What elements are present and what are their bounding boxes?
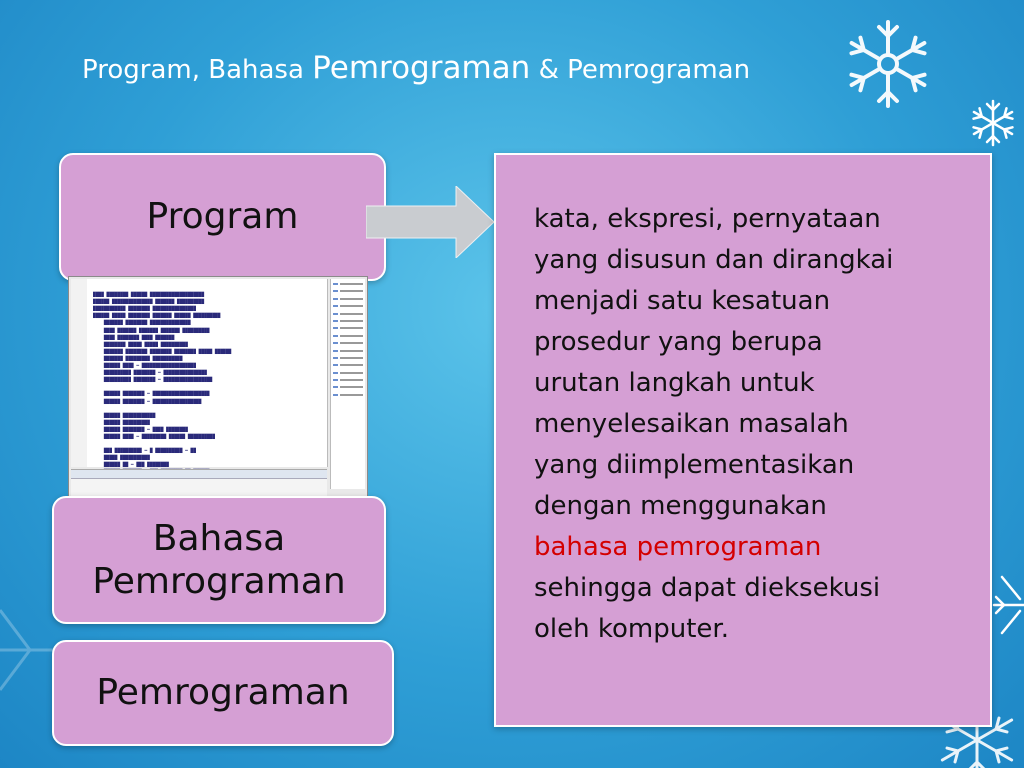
slide-title — [82, 50, 750, 86]
definition-text-before: kata, ekspresi, pernyataan yang disusun dan dirangkai menjadi satu kesatuan prosedur yang berupa urutan langkah untuk menyelesaikan masalah yang diimplementasikan dengan menggunakan — [534, 204, 894, 521]
title-part-1: Program, Bahasa — [82, 55, 313, 85]
pemrograman-label: Pemrograman — [96, 672, 350, 714]
right-arrow-icon — [366, 186, 496, 258]
definition-text-after: sehingga dapat dieksekusi oleh komputer. — [534, 573, 881, 644]
title-part-3: & Pemrograman — [530, 55, 751, 85]
outline-pane — [330, 279, 365, 489]
snowflake-icon — [990, 570, 1024, 640]
snowflake-icon — [838, 18, 938, 110]
code-lines-image: ████ ████████ ██████ ████████████████████ ██████ ███████████████ ███████ ██████████ ████████████ ████████ ████████████████ ██████ █████ ████████ ███████ ██████ ██████████ ███████ ████████ ███████████████ ████ ███████ ███████ ███████ ██████████ ████ ████████ ████ ███████ ████████ █████ █████ ██████████ ███████ ████████ ████████ ████████ █████ ██████ ███████ █████████ ███████████ ██████ ████ ═ ████████████████████ ██████████ ████████ ═ ████████████████ ██████████ ████████ ═ ██████████████████ ██████ ████████ ═ █████████████████████ ██████ ████████ ═ ██████████████████ ██████ ████████████ ██████ ██████████ ██████ ████████ ═ ████ ████████ ██████ ████ ═ █████████ ██████ ██████████ ███ ██████████ ═ █ ██████████ ═ ██ █████ ███████████ ██████ ██ ═ ███ ████████ — [93, 293, 232, 469]
snowflake-icon — [0, 600, 60, 700]
definition-highlight: bahasa pemrograman — [534, 532, 822, 562]
program-box — [59, 153, 386, 281]
program-label: Program — [146, 196, 299, 238]
code-editor-pane — [71, 279, 328, 467]
definition-box — [494, 153, 992, 727]
title-part-2: Pemrograman — [312, 50, 531, 86]
snowflake-icon — [968, 98, 1018, 148]
definition-text — [534, 199, 962, 650]
console-pane — [71, 469, 327, 496]
code-editor-screenshot — [68, 276, 368, 498]
bahasa-pemrograman-box — [52, 496, 386, 624]
pemrograman-box — [52, 640, 394, 746]
bahasa-pemrograman-label: Bahasa Pemrograman — [92, 517, 346, 602]
editor-gutter — [71, 279, 87, 467]
console-tabs — [71, 470, 327, 479]
